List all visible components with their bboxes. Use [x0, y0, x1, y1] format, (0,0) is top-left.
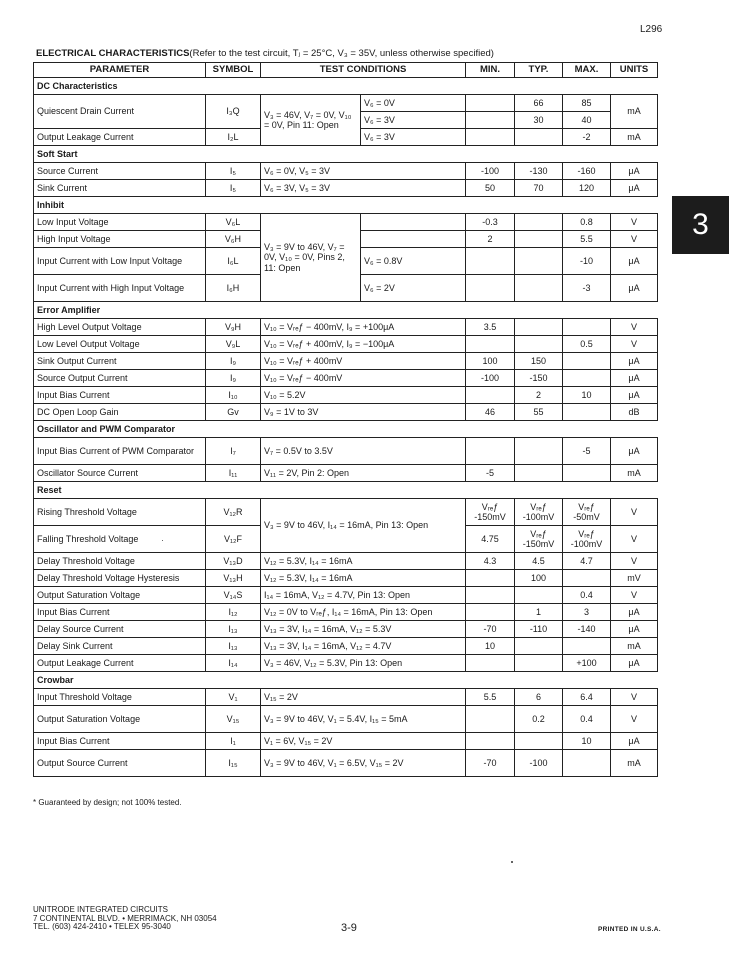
min-cell: 5.5: [466, 689, 515, 706]
speck-mark: [511, 861, 513, 863]
symbol-cell: I₆L: [206, 248, 261, 275]
min-cell: 100: [466, 353, 515, 370]
symbol-cell: I₁₁: [206, 465, 261, 482]
table-row: [34, 319, 658, 336]
min-cell: -0.3: [466, 214, 515, 231]
table-row: [34, 95, 658, 112]
max-cell: 0.4: [563, 587, 611, 604]
param-cell: Input Bias Current: [34, 604, 206, 621]
unit-cell: mA: [611, 95, 658, 129]
table-row: [34, 438, 658, 465]
symbol-cell: I₁₅: [206, 750, 261, 777]
unit-cell: V: [611, 587, 658, 604]
min-cell: -100: [466, 370, 515, 387]
unit-cell: μA: [611, 275, 658, 302]
table-row: [34, 604, 658, 621]
max-cell: -3: [563, 275, 611, 302]
section-error-amplifier: Error Amplifier: [34, 302, 658, 319]
condition-cell: V₁ = 6V, V₁₅ = 2V: [261, 733, 466, 750]
param-cell: Source Current: [34, 163, 206, 180]
table-row: [34, 404, 658, 421]
symbol-cell: V₁₃H: [206, 570, 261, 587]
param-cell: Delay Threshold Voltage: [34, 553, 206, 570]
condition-cell: V₆ = 3V: [361, 129, 466, 146]
symbol-cell: I₂L: [206, 129, 261, 146]
unit-cell: mA: [611, 638, 658, 655]
unit-cell: μA: [611, 655, 658, 672]
param-cell: Output Leakage Current: [34, 655, 206, 672]
symbol-cell: I₆H: [206, 275, 261, 302]
max-cell: +100: [563, 655, 611, 672]
unit-cell: mA: [611, 129, 658, 146]
min-cell: 4.75: [466, 526, 515, 553]
unit-cell: dB: [611, 404, 658, 421]
condition-cell: V₃ = 46V, V₇ = 0V, V₁₀ = 0V, Pin 11: Open: [261, 95, 361, 146]
param-cell: Input Threshold Voltage: [34, 689, 206, 706]
symbol-cell: I₇: [206, 438, 261, 465]
table-conditions-note: (Refer to the test circuit, Tⱼ = 25°C, V₃ = 35V, unless otherwise specified): [189, 48, 494, 59]
min-cell: 2: [466, 231, 515, 248]
table-row: [34, 465, 658, 482]
col-test-conditions: TEST CONDITIONS: [261, 63, 466, 78]
param-cell: Oscillator Source Current: [34, 465, 206, 482]
min-cell: -100: [466, 163, 515, 180]
table-row: [34, 570, 658, 587]
symbol-cell: V₁₅: [206, 706, 261, 733]
table-row: [34, 689, 658, 706]
typ-cell: 70: [515, 180, 563, 197]
condition-cell: V₃ = 9V to 46V, V₇ = 0V, V₁₀ = 0V, Pins 2, 11: Open: [261, 214, 361, 302]
table-row: [34, 499, 658, 526]
unit-cell: μA: [611, 604, 658, 621]
section-tab: 3: [672, 196, 729, 254]
condition-cell: V₆ = 3V, V₅ = 3V: [261, 180, 466, 197]
symbol-cell: I₁₀: [206, 387, 261, 404]
max-cell: 3: [563, 604, 611, 621]
min-cell: 3.5: [466, 319, 515, 336]
symbol-cell: I₉: [206, 370, 261, 387]
param-cell: Falling Threshold Voltage: [34, 526, 206, 553]
typ-cell: 4.5: [515, 553, 563, 570]
typ-cell: 66: [515, 95, 563, 112]
table-row: [34, 750, 658, 777]
footnote: * Guaranteed by design; not 100% tested.: [33, 798, 182, 807]
header-row: [34, 63, 658, 78]
table-row: [34, 621, 658, 638]
typ-cell: 1: [515, 604, 563, 621]
unit-cell: V: [611, 689, 658, 706]
company-phone: TEL. (603) 424-2410 • TELEX 95-3040: [33, 922, 171, 931]
unit-cell: μA: [611, 248, 658, 275]
section-oscillator: Oscillator and PWM Comparator: [34, 421, 658, 438]
unit-cell: mA: [611, 750, 658, 777]
max-cell: 85: [563, 95, 611, 112]
condition-cell: V₆ = 3V: [361, 112, 466, 129]
param-cell: Low Input Voltage: [34, 214, 206, 231]
unit-cell: μA: [611, 163, 658, 180]
symbol-cell: V₆L: [206, 214, 261, 231]
symbol-cell: I₁₂: [206, 604, 261, 621]
param-cell: Sink Current: [34, 180, 206, 197]
unit-cell: μA: [611, 353, 658, 370]
section-dc: DC Characteristics: [34, 78, 658, 95]
table-row: [34, 587, 658, 604]
section-crowbar: Crowbar: [34, 672, 658, 689]
typ-cell: 2: [515, 387, 563, 404]
param-cell: Input Bias Current of PWM Comparator: [34, 438, 206, 465]
condition-cell: V₁₀ = Vᵣₑƒ + 400mV, I₉ = −100μA: [261, 336, 466, 353]
unit-cell: mV: [611, 570, 658, 587]
col-min: MIN.: [466, 63, 515, 78]
printed-note: PRINTED IN U.S.A.: [598, 926, 661, 933]
symbol-cell: V₉L: [206, 336, 261, 353]
max-cell: 0.8: [563, 214, 611, 231]
param-cell: High Input Voltage: [34, 231, 206, 248]
condition-cell: V₃ = 46V, V₁₂ = 5.3V, Pin 13: Open: [261, 655, 466, 672]
condition-cell: V₁₀ = Vᵣₑƒ − 400mV, I₉ = +100μA: [261, 319, 466, 336]
table-row: [34, 214, 658, 231]
table-row: [34, 706, 658, 733]
unit-cell: μA: [611, 180, 658, 197]
condition-cell: V₁₀ = Vᵣₑƒ + 400mV: [261, 353, 466, 370]
table-title: ELECTRICAL CHARACTERISTICS: [36, 48, 190, 59]
condition-cell: V₁₂ = 5.3V, I₁₄ = 16mA: [261, 553, 466, 570]
param-cell: Output Source Current: [34, 750, 206, 777]
symbol-cell: V₉H: [206, 319, 261, 336]
param-cell: Input Current with High Input Voltage: [34, 275, 206, 302]
condition-cell: I₁₄ = 16mA, V₁₂ = 4.7V, Pin 13: Open: [261, 587, 466, 604]
max-cell: 5.5: [563, 231, 611, 248]
symbol-cell: V₁₃D: [206, 553, 261, 570]
min-cell: -70: [466, 750, 515, 777]
max-cell: -160: [563, 163, 611, 180]
typ-cell: Vᵣₑƒ -150mV: [515, 526, 563, 553]
unit-cell: V: [611, 553, 658, 570]
max-cell: Vᵣₑƒ -50mV: [563, 499, 611, 526]
symbol-cell: V₁: [206, 689, 261, 706]
company-block: [33, 906, 217, 932]
typ-cell: 150: [515, 353, 563, 370]
table-heading: [36, 48, 494, 59]
symbol-cell: I₁: [206, 733, 261, 750]
part-number: L296: [640, 24, 663, 35]
table-row: [34, 387, 658, 404]
unit-cell: V: [611, 214, 658, 231]
unit-cell: V: [611, 706, 658, 733]
param-cell: Delay Source Current: [34, 621, 206, 638]
symbol-cell: I₅: [206, 180, 261, 197]
min-cell: 50: [466, 180, 515, 197]
condition-cell: V₇ = 0.5V to 3.5V: [261, 438, 466, 465]
max-cell: 0.5: [563, 336, 611, 353]
condition-cell: V₁₃ = 3V, I₁₄ = 16mA, V₁₂ = 5.3V: [261, 621, 466, 638]
param-cell: Delay Threshold Voltage Hysteresis: [34, 570, 206, 587]
param-cell: Input Bias Current: [34, 387, 206, 404]
condition-cell: V₁₂ = 5.3V, I₁₄ = 16mA: [261, 570, 466, 587]
param-cell: Rising Threshold Voltage: [34, 499, 206, 526]
unit-cell: V: [611, 499, 658, 526]
param-cell: Quiescent Drain Current: [34, 95, 206, 129]
col-units: UNITS: [611, 63, 658, 78]
max-cell: 10: [563, 387, 611, 404]
max-cell: 6.4: [563, 689, 611, 706]
symbol-cell: I₃Q: [206, 95, 261, 129]
condition-cell: V₃ = 9V to 46V, V₁ = 6.5V, V₁₅ = 2V: [261, 750, 466, 777]
max-cell: -2: [563, 129, 611, 146]
col-typ: TYP.: [515, 63, 563, 78]
min-cell: Vᵣₑƒ -150mV: [466, 499, 515, 526]
col-symbol: SYMBOL: [206, 63, 261, 78]
condition-cell: V₆ = 0V: [361, 95, 466, 112]
max-cell: 120: [563, 180, 611, 197]
symbol-cell: I₅: [206, 163, 261, 180]
condition-cell: V₁₀ = Vᵣₑƒ − 400mV: [261, 370, 466, 387]
unit-cell: V: [611, 336, 658, 353]
condition-cell: V₆ = 0V, V₅ = 3V: [261, 163, 466, 180]
min-cell: 10: [466, 638, 515, 655]
param-cell: Output Saturation Voltage: [34, 587, 206, 604]
unit-cell: μA: [611, 621, 658, 638]
unit-cell: μA: [611, 370, 658, 387]
table-row: [34, 638, 658, 655]
param-cell: Delay Sink Current: [34, 638, 206, 655]
typ-cell: Vᵣₑƒ -100mV: [515, 499, 563, 526]
symbol-cell: I₉: [206, 353, 261, 370]
electrical-characteristics-table: [33, 62, 658, 777]
symbol-cell: I₁₃: [206, 638, 261, 655]
symbol-cell: V₁₂F: [206, 526, 261, 553]
col-parameter: PARAMETER: [34, 63, 206, 78]
max-cell: -5: [563, 438, 611, 465]
max-cell: -140: [563, 621, 611, 638]
table-row: [34, 733, 658, 750]
unit-cell: μA: [611, 387, 658, 404]
table-row: [34, 353, 658, 370]
param-cell: Output Leakage Current: [34, 129, 206, 146]
param-cell: Output Saturation Voltage: [34, 706, 206, 733]
company-address: 7 CONTINENTAL BLVD. • MERRIMACK, NH 03054: [33, 913, 217, 923]
param-cell: Input Bias Current: [34, 733, 206, 750]
max-cell: 10: [563, 733, 611, 750]
condition-cell: V₃ = 9V to 46V, I₁₄ = 16mA, Pin 13: Open: [261, 499, 466, 553]
min-cell: 46: [466, 404, 515, 421]
table-row: [34, 180, 658, 197]
typ-cell: 6: [515, 689, 563, 706]
condition-cell: V₁₀ = 5.2V: [261, 387, 466, 404]
symbol-cell: V₁₄S: [206, 587, 261, 604]
typ-cell: 30: [515, 112, 563, 129]
param-cell: Input Current with Low Input Voltage: [34, 248, 206, 275]
param-cell: Source Output Current: [34, 370, 206, 387]
typ-cell: -150: [515, 370, 563, 387]
param-cell: High Level Output Voltage: [34, 319, 206, 336]
symbol-cell: V₁₂R: [206, 499, 261, 526]
condition-cell: V₁₂ = 0V to Vᵣₑƒ, I₁₄ = 16mA, Pin 13: Open: [261, 604, 466, 621]
speck-mark: [162, 540, 163, 541]
symbol-cell: I₁₄: [206, 655, 261, 672]
param-cell: Low Level Output Voltage: [34, 336, 206, 353]
condition-cell: V₁₃ = 3V, I₁₄ = 16mA, V₁₂ = 4.7V: [261, 638, 466, 655]
typ-cell: -130: [515, 163, 563, 180]
condition-cell: V₉ = 1V to 3V: [261, 404, 466, 421]
condition-cell: V₆ = 0.8V: [361, 248, 466, 275]
table-row: [34, 336, 658, 353]
table-row: [34, 553, 658, 570]
condition-cell: V₆ = 2V: [361, 275, 466, 302]
col-max: MAX.: [563, 63, 611, 78]
min-cell: -5: [466, 465, 515, 482]
typ-cell: 55: [515, 404, 563, 421]
max-cell: Vᵣₑƒ -100mV: [563, 526, 611, 553]
unit-cell: μA: [611, 733, 658, 750]
condition-cell: V₃ = 9V to 46V, V₁ = 5.4V, I₁₅ = 5mA: [261, 706, 466, 733]
unit-cell: μA: [611, 438, 658, 465]
section-inhibit: Inhibit: [34, 197, 658, 214]
symbol-cell: I₁₃: [206, 621, 261, 638]
min-cell: 4.3: [466, 553, 515, 570]
min-cell: -70: [466, 621, 515, 638]
section-reset: Reset: [34, 482, 658, 499]
section-soft-start: Soft Start: [34, 146, 658, 163]
condition-cell: V₁₁ = 2V, Pin 2: Open: [261, 465, 466, 482]
unit-cell: mA: [611, 465, 658, 482]
max-cell: 0.4: [563, 706, 611, 733]
table-row: [34, 655, 658, 672]
table-row: [34, 370, 658, 387]
symbol-cell: V₆H: [206, 231, 261, 248]
param-cell: Sink Output Current: [34, 353, 206, 370]
table-row: [34, 163, 658, 180]
max-cell: 40: [563, 112, 611, 129]
page-number: 3-9: [341, 922, 357, 934]
typ-cell: 0.2: [515, 706, 563, 733]
unit-cell: V: [611, 319, 658, 336]
condition-cell: V₁₅ = 2V: [261, 689, 466, 706]
max-cell: 4.7: [563, 553, 611, 570]
unit-cell: V: [611, 231, 658, 248]
company-name: UNITRODE INTEGRATED CIRCUITS: [33, 905, 168, 914]
typ-cell: -100: [515, 750, 563, 777]
typ-cell: -110: [515, 621, 563, 638]
max-cell: -10: [563, 248, 611, 275]
typ-cell: 100: [515, 570, 563, 587]
symbol-cell: Gv: [206, 404, 261, 421]
param-cell: DC Open Loop Gain: [34, 404, 206, 421]
unit-cell: V: [611, 526, 658, 553]
